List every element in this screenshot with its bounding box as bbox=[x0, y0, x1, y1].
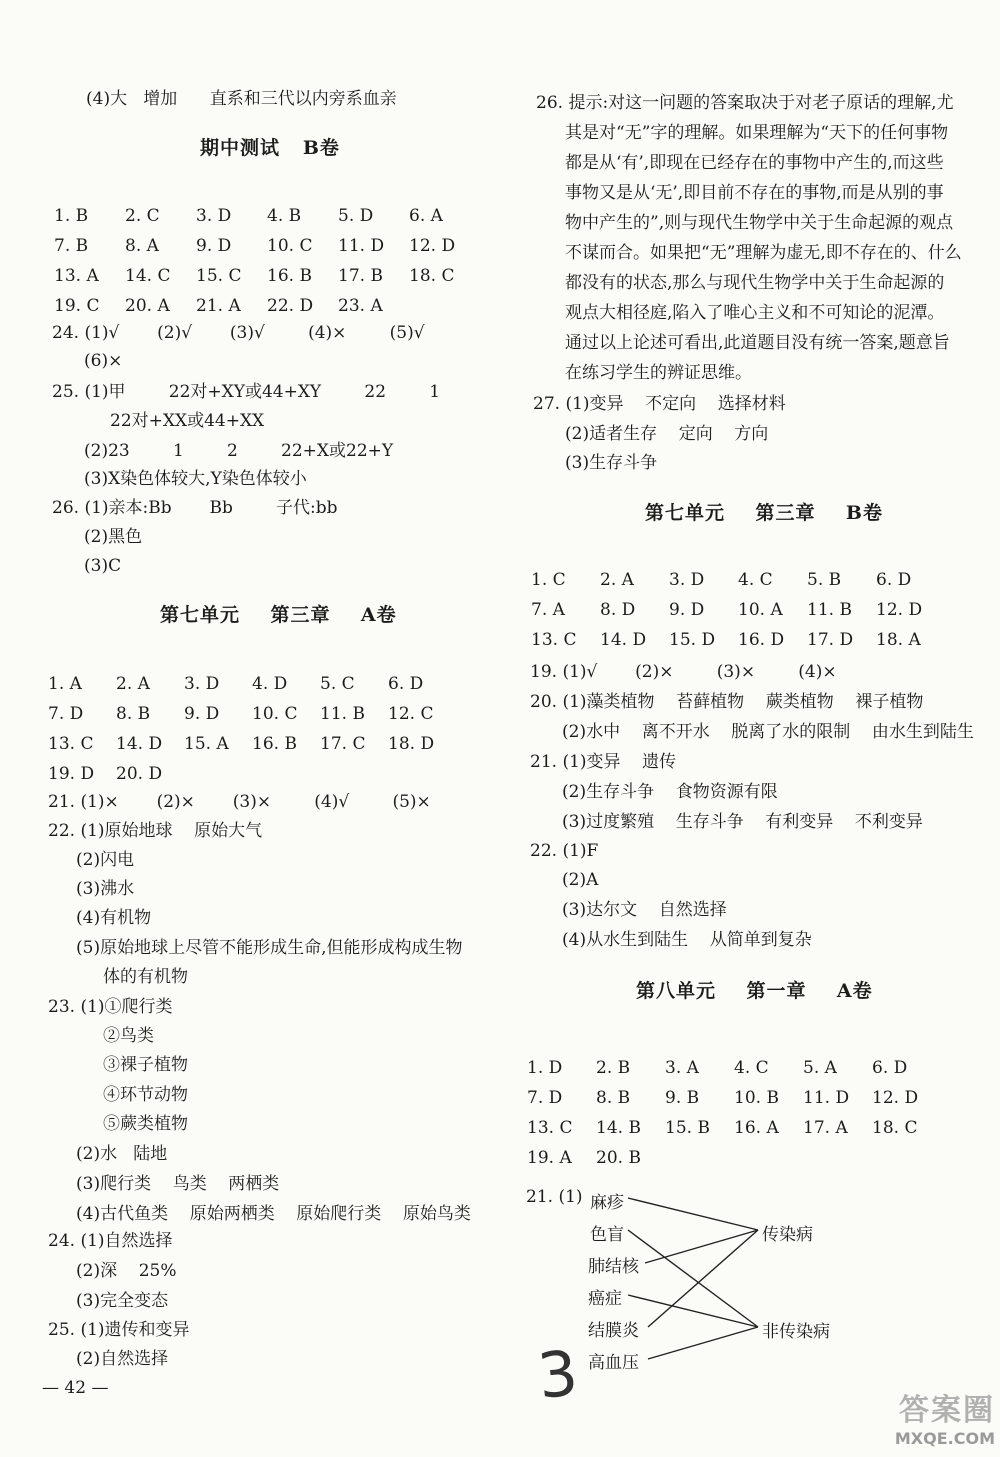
mc-answer: 18. D bbox=[388, 734, 435, 754]
answer-line: (2)深 25% bbox=[76, 1261, 177, 1281]
mc-answer: 7. A bbox=[531, 600, 565, 620]
watermark-logo: 答案圈 bbox=[899, 1393, 995, 1428]
mc-answer: 15. C bbox=[196, 266, 242, 286]
answer-line: (5)原始地球上尽管不能形成生命,但能形成构成生物 bbox=[76, 938, 463, 958]
mc-answer: 18. A bbox=[876, 630, 921, 650]
answer-line: ③裸子植物 bbox=[103, 1055, 188, 1075]
mc-answer: 1. C bbox=[531, 570, 566, 590]
answer-line: 21. (1) bbox=[526, 1187, 583, 1207]
mc-answer: 4. C bbox=[738, 570, 773, 590]
mc-answer: 13. A bbox=[54, 266, 99, 286]
answer-line: (3)完全变态 bbox=[76, 1291, 169, 1311]
mc-answer: 19. A bbox=[527, 1148, 572, 1168]
answer-line: 23. (1)①爬行类 bbox=[48, 997, 173, 1017]
answer-line: 不谋而合。如果把“无”理解为虚无,即不存在的、什么 bbox=[565, 243, 962, 263]
answer-line: 25. (1)甲 22对+XY或44+XY 22 1 bbox=[52, 382, 441, 402]
mc-answer: 10. A bbox=[738, 600, 783, 620]
mc-answer: 17. D bbox=[807, 630, 854, 650]
mc-answer: 3. A bbox=[665, 1058, 699, 1078]
mc-answer: 12. D bbox=[872, 1088, 919, 1108]
mc-answer: 16. A bbox=[734, 1118, 779, 1138]
mc-answer: 1. B bbox=[54, 206, 89, 226]
mc-answer: 22. D bbox=[267, 296, 314, 316]
answer-line: (2)生存斗争 食物资源有限 bbox=[562, 782, 778, 802]
mc-answer: 14. C bbox=[125, 266, 171, 286]
mc-answer: 14. D bbox=[600, 630, 647, 650]
disease-item: 癌症 bbox=[588, 1289, 622, 1309]
answer-line: 25. (1)遗传和变异 bbox=[48, 1320, 190, 1340]
answer-line: (2)水 陆地 bbox=[76, 1144, 168, 1164]
mc-answer: 1. D bbox=[527, 1058, 563, 1078]
category-item: 传染病 bbox=[762, 1225, 813, 1245]
mc-answer: 11. D bbox=[803, 1088, 850, 1108]
mc-answer: 15. B bbox=[665, 1118, 710, 1138]
mc-answer: 5. B bbox=[807, 570, 842, 590]
answer-line: 体的有机物 bbox=[103, 967, 188, 987]
answer-line: (2)黑色 bbox=[84, 527, 143, 547]
answer-line: (4)有机物 bbox=[76, 908, 152, 928]
mc-answer: 7. D bbox=[527, 1088, 563, 1108]
answer-line: 22对+XX或44+XX bbox=[110, 411, 265, 431]
answer-line: (2)自然选择 bbox=[76, 1349, 169, 1369]
answer-line: 观点大相径庭,陷入了唯心主义和不可知论的泥潭。 bbox=[565, 303, 945, 323]
page-number: — 42 — bbox=[42, 1378, 109, 1398]
mc-answer: 19. C bbox=[54, 296, 100, 316]
mc-answer: 8. B bbox=[116, 704, 151, 724]
mc-answer: 14. D bbox=[116, 734, 163, 754]
mc-answer: 10. C bbox=[252, 704, 298, 724]
answer-line: 26. (1)亲本:Bb Bb 子代:bb bbox=[52, 498, 338, 518]
mc-answer: 11. B bbox=[320, 704, 365, 724]
mc-answer: 7. B bbox=[54, 236, 89, 256]
mc-answer: 13. C bbox=[48, 734, 94, 754]
mc-answer: 12. D bbox=[876, 600, 923, 620]
mc-answer: 17. C bbox=[320, 734, 366, 754]
category-item: 非传染病 bbox=[762, 1322, 830, 1342]
mc-answer: 12. D bbox=[409, 236, 456, 256]
mc-answer: 6. D bbox=[876, 570, 912, 590]
mc-answer: 21. A bbox=[196, 296, 241, 316]
mc-answer: 8. B bbox=[596, 1088, 631, 1108]
mc-answer: 20. B bbox=[596, 1148, 641, 1168]
disease-item: 色盲 bbox=[590, 1225, 624, 1245]
answer-line: 在练习学生的辨证思维。 bbox=[565, 363, 752, 383]
answer-line: 21. (1)变异 遗传 bbox=[530, 752, 677, 772]
mc-answer: 3. D bbox=[184, 674, 220, 694]
mc-answer: 4. D bbox=[252, 674, 288, 694]
answer-line: 21. (1)× (2)× (3)× (4)√ (5)× bbox=[48, 792, 431, 812]
mc-answer: 6. D bbox=[388, 674, 424, 694]
match-line bbox=[645, 1230, 758, 1263]
answer-line: 物中产生的”,则与现代生物学中关于生命起源的观点 bbox=[565, 213, 954, 233]
mc-answer: 18. C bbox=[409, 266, 455, 286]
match-line bbox=[648, 1230, 758, 1327]
mc-answer: 18. C bbox=[872, 1118, 918, 1138]
answer-line: 通过以上论述可看出,此道题目没有统一答案,题意旨 bbox=[565, 333, 950, 353]
mc-answer: 4. C bbox=[734, 1058, 769, 1078]
answer-line: 22. (1)原始地球 原始大气 bbox=[48, 821, 263, 841]
mc-answer: 9. D bbox=[669, 600, 705, 620]
answer-line: (4)古代鱼类 原始两栖类 原始爬行类 原始鸟类 bbox=[76, 1204, 471, 1224]
answer-line: 都没有的状态,那么与现代生物学中关于生命起源的 bbox=[565, 273, 945, 293]
answer-line: (2)闪电 bbox=[76, 850, 135, 870]
answer-line: (4)从水生到陆生 从简单到复杂 bbox=[562, 930, 812, 950]
mc-answer: 17. A bbox=[803, 1118, 848, 1138]
mc-answer: 10. B bbox=[734, 1088, 779, 1108]
section-heading: 期中测试 B卷 bbox=[200, 137, 340, 159]
answer-line: (3)爬行类 鸟类 两栖类 bbox=[76, 1174, 280, 1194]
answer-line: (2)A bbox=[562, 870, 599, 890]
answer-line: 19. (1)√ (2)× (3)× (4)× bbox=[530, 662, 837, 682]
answer-line: 24. (1)自然选择 bbox=[48, 1231, 173, 1251]
answer-line: ⑤蕨类植物 bbox=[103, 1114, 188, 1134]
answer-line: 事物又是从‘无’,即目前不存在的事物,而是从别的事 bbox=[565, 183, 944, 203]
mc-answer: 15. A bbox=[184, 734, 229, 754]
mc-answer: 5. D bbox=[338, 206, 374, 226]
section-heading: 第七单元 第三章 B卷 bbox=[645, 502, 883, 524]
match-line bbox=[628, 1230, 758, 1327]
mc-answer: 6. A bbox=[409, 206, 443, 226]
answer-line: (3)C bbox=[84, 556, 122, 576]
match-line bbox=[628, 1295, 758, 1327]
answer-line: (4)大 增加 直系和三代以内旁系血亲 bbox=[86, 89, 397, 109]
watermark-url: MXQE.COM bbox=[894, 1429, 995, 1448]
answer-line: 20. (1)藻类植物 苔藓植物 蕨类植物 裸子植物 bbox=[530, 692, 924, 712]
mc-answer: 9. B bbox=[665, 1088, 700, 1108]
disease-item: 结膜炎 bbox=[588, 1321, 639, 1341]
mc-answer: 13. C bbox=[531, 630, 577, 650]
answer-line: (3)达尔文 自然选择 bbox=[562, 900, 727, 920]
mc-answer: 17. B bbox=[338, 266, 383, 286]
mc-answer: 8. D bbox=[600, 600, 636, 620]
mc-answer: 8. A bbox=[125, 236, 159, 256]
answer-line: (2)适者生存 定向 方向 bbox=[565, 424, 769, 444]
mc-answer: 3. D bbox=[196, 206, 232, 226]
answer-line: 其是对“无”字的理解。如果理解为“天下的任何事物 bbox=[565, 123, 949, 143]
answer-line: (2)水中 离不开水 脱离了水的限制 由水生到陆生 bbox=[562, 722, 974, 742]
answer-line: (6)× bbox=[84, 351, 123, 371]
answer-line: (3)过度繁殖 生存斗争 有利变异 不利变异 bbox=[562, 812, 923, 832]
mc-answer: 10. C bbox=[267, 236, 313, 256]
answer-line: (3)生存斗争 bbox=[565, 453, 658, 473]
mc-answer: 11. B bbox=[807, 600, 852, 620]
mc-answer: 3. D bbox=[669, 570, 705, 590]
match-line bbox=[648, 1327, 758, 1359]
section-heading: 第七单元 第三章 A卷 bbox=[160, 604, 397, 626]
mc-answer: 5. A bbox=[803, 1058, 837, 1078]
handwritten-mark: 3 bbox=[534, 1336, 582, 1413]
answer-line: 22. (1)F bbox=[530, 841, 599, 861]
mc-answer: 19. D bbox=[48, 764, 95, 784]
mc-answer: 9. D bbox=[196, 236, 232, 256]
mc-answer: 14. B bbox=[596, 1118, 641, 1138]
section-heading: 第八单元 第一章 A卷 bbox=[636, 980, 873, 1002]
mc-answer: 9. D bbox=[184, 704, 220, 724]
mc-answer: 5. C bbox=[320, 674, 355, 694]
mc-answer: 12. C bbox=[388, 704, 434, 724]
mc-answer: 6. D bbox=[872, 1058, 908, 1078]
mc-answer: 7. D bbox=[48, 704, 84, 724]
answer-line: 24. (1)√ (2)√ (3)√ (4)× (5)√ bbox=[52, 323, 425, 343]
mc-answer: 11. D bbox=[338, 236, 385, 256]
disease-item: 麻疹 bbox=[590, 1193, 624, 1213]
mc-answer: 20. A bbox=[125, 296, 170, 316]
mc-answer: 16. B bbox=[252, 734, 297, 754]
answer-line: (3)沸水 bbox=[76, 879, 135, 899]
mc-answer: 2. A bbox=[116, 674, 150, 694]
answer-line: (3)X染色体较大,Y染色体较小 bbox=[84, 469, 307, 489]
mc-answer: 4. B bbox=[267, 206, 302, 226]
answer-line: ④环节动物 bbox=[103, 1085, 188, 1105]
mc-answer: 13. C bbox=[527, 1118, 573, 1138]
answer-line: 都是从‘有’,即现在已经存在的事物中产生的,而这些 bbox=[565, 153, 944, 173]
disease-item: 肺结核 bbox=[588, 1257, 639, 1277]
answer-line: ②鸟类 bbox=[103, 1026, 154, 1046]
watermark bbox=[860, 1385, 995, 1448]
mc-answer: 16. D bbox=[738, 630, 785, 650]
mc-answer: 1. A bbox=[48, 674, 82, 694]
answer-line: 26. 提示:对这一问题的答案取决于对老子原话的理解,尤 bbox=[536, 93, 954, 113]
mc-answer: 15. D bbox=[669, 630, 716, 650]
disease-item: 高血压 bbox=[588, 1353, 639, 1373]
match-line bbox=[628, 1198, 758, 1230]
mc-answer: 23. A bbox=[338, 296, 383, 316]
mc-answer: 2. B bbox=[596, 1058, 631, 1078]
answer-line: (2)23 1 2 22+X或22+Y bbox=[84, 441, 394, 461]
mc-answer: 16. B bbox=[267, 266, 312, 286]
mc-answer: 20. D bbox=[116, 764, 163, 784]
answer-line: 27. (1)变异 不定向 选择材料 bbox=[533, 394, 786, 414]
mc-answer: 2. A bbox=[600, 570, 634, 590]
mc-answer: 2. C bbox=[125, 206, 160, 226]
